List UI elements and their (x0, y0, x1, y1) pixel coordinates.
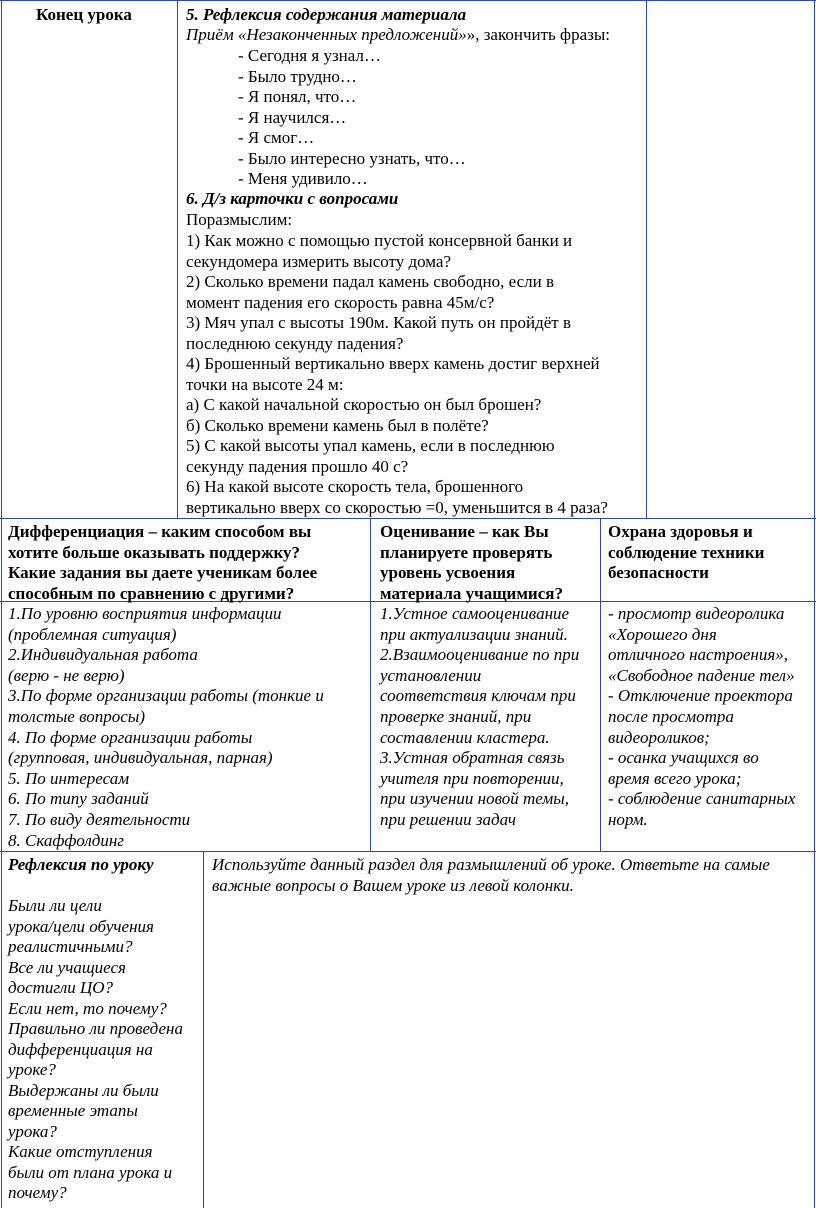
differentiation-item: (проблемная ситуация) (8, 624, 177, 644)
differentiation-item: 4. По форме организации работы (8, 727, 253, 747)
reflection-question: уроке? (8, 1060, 56, 1079)
header-line: хотите больше оказывать поддержку? (8, 542, 301, 562)
section-label-end: Конец урока (36, 5, 132, 24)
reflection-question: урока? (8, 1121, 57, 1141)
table-border-right (814, 0, 815, 1208)
reflection-lesson-title: Рефлексия по уроку (8, 855, 154, 874)
question-line: секундомера измерить высоту дома? (186, 251, 452, 271)
reflection-question: реалистичными? (8, 937, 133, 956)
health-item: - просмотр видеоролика (608, 604, 785, 623)
think-label: Поразмыслим: (186, 210, 293, 229)
assessment-item: проверке знаний, при (380, 707, 532, 726)
assessment-item: при изучении новой темы, (380, 789, 570, 809)
phrase-item: - Было интересно узнать, что… (238, 148, 466, 168)
reflection-question: дифференциация на (8, 1039, 153, 1059)
differentiation-item: 6. По типу заданий (8, 789, 149, 809)
health-item: - осанка учащихся во (608, 748, 759, 768)
table-border-top (0, 0, 816, 1)
reflection-question: Все ли учащиеся (8, 957, 126, 977)
header-line: Оценивание – как Вы (380, 522, 549, 541)
question-line: момент падения его скорость равна 45м/с? (186, 292, 495, 312)
assessment-item: составлении кластера. (380, 727, 550, 747)
assessment-item: при актуализации знаний. (380, 624, 568, 644)
question-line: б) Сколько времени камень был в полёте? (186, 415, 489, 435)
reflection-question: Правильно ли проведена (8, 1019, 183, 1038)
question-line: 6) На какой высоте скорость тела, брошенного (186, 477, 524, 496)
reflection-question: Если нет, то почему? (8, 998, 167, 1018)
phrase-item: - Я смог… (238, 128, 315, 147)
phrase-item: - Было трудно… (238, 66, 357, 86)
assessment-item: 1.Устное самооценивание (380, 604, 570, 623)
header-line: безопасности (608, 563, 709, 582)
reflection-title: 5. Рефлексия содержания материала (186, 5, 467, 24)
reflection-question: Были ли цели (8, 896, 102, 915)
assessment-item: при решении задач (380, 810, 516, 829)
question-line: а) С какой начальной скоростью он был брошен? (186, 395, 542, 414)
differentiation-item: 8. Скаффолдинг (8, 830, 124, 850)
reflection-question: были от плана урока и (8, 1162, 173, 1182)
question-line: секунду падения прошло 40 с? (186, 456, 409, 476)
reflection-question: Какие отступления (8, 1142, 153, 1161)
question-line: 1) Как можно с помощью пустой консервной банки и (186, 231, 573, 250)
reflection-question: урока/цели обучения (8, 916, 154, 936)
health-item: время всего урока; (608, 768, 742, 788)
header-line: Какие задания вы даете ученикам более (8, 563, 318, 582)
assessment-item: 3.Устная обратная связь (380, 748, 565, 768)
reflection-question: временные этапы (8, 1101, 138, 1120)
differentiation-item: (групповая, индивидуальная, парная) (8, 748, 273, 768)
question-line: 3) Мяч упал с высоты 190м. Какой путь он пройдёт в (186, 313, 571, 332)
phrase-item: - Я понял, что… (238, 87, 357, 106)
phrase-item: - Я научился… (238, 107, 347, 127)
health-item: «Свободное падение тел» (608, 665, 795, 685)
phrase-item: - Меня удивило… (238, 169, 368, 188)
question-line: точки на высоте 24 м: (186, 374, 344, 394)
health-item: после просмотра (608, 707, 734, 726)
differentiation-item: 3.По форме организации работы (тонкие и (8, 686, 324, 706)
health-item: видеороликов; (608, 727, 710, 747)
header-line: материала учащимися? (380, 583, 563, 603)
differentiation-item: (верю - не верю) (8, 665, 125, 685)
assessment-item: 2.Взаимооценивание по при (380, 645, 580, 665)
instruction-line: Используйте данный раздел для размышлений об уроке. Ответьте на самые (212, 855, 770, 874)
health-item: норм. (608, 810, 648, 829)
question-line: 5) С какой высоты упал камень, если в последнюю (186, 436, 555, 455)
assessment-item: учителя при повторении, (380, 768, 564, 788)
col-divider-3 (370, 518, 371, 852)
health-item: - Отключение проектора (608, 686, 793, 706)
question-line: 4) Брошенный вертикально вверх камень достиг верхней (186, 354, 600, 373)
col-divider-2 (646, 0, 647, 519)
col-divider-4 (600, 518, 601, 852)
reflection-question: достигли ЦО? (8, 978, 114, 997)
assessment-item: установлении (380, 665, 482, 685)
differentiation-item: 1.По уровню восприятия информации (8, 604, 282, 623)
question-line: вертикально вверх со скоростью =0, уменьшится в 4 раза? (186, 497, 608, 517)
header-line: способным по сравнению с другими? (8, 583, 295, 603)
technique-line (186, 25, 610, 46)
technique-name: Приём «Незаконченных предложений» (186, 25, 467, 44)
question-line: последнюю секунду падения? (186, 333, 404, 353)
assessment-item: соответствия ключам при (380, 686, 576, 706)
phrase-item: - Сегодня я узнал… (238, 46, 381, 65)
health-item: - соблюдение санитарных (608, 789, 796, 809)
header-line: уровень усвоения (380, 563, 516, 582)
table-border-left (1, 0, 2, 1208)
question-line: 2) Сколько времени падал камень свободно, если в (186, 272, 555, 291)
differentiation-item: 7. По виду деятельности (8, 810, 191, 829)
col-divider-5 (203, 851, 204, 1208)
header-line: соблюдение техники (608, 542, 765, 562)
header-line: Дифференциация – каким способом вы (8, 522, 312, 541)
technique-rest: », закончить фразы: (466, 25, 610, 44)
homework-title: 6. Д/з карточки с вопросами (186, 189, 399, 208)
reflection-question: почему? (8, 1183, 67, 1202)
row-divider-1 (0, 518, 816, 519)
differentiation-item: толстые вопросы) (8, 707, 145, 726)
row-divider-3 (0, 851, 816, 852)
col-divider-1 (177, 0, 178, 519)
differentiation-item: 2.Индивидуальная работа (8, 645, 198, 665)
header-line: планируете проверять (380, 542, 553, 562)
header-line: Охрана здоровья и (608, 522, 753, 541)
health-item: «Хорошего дня (608, 624, 717, 644)
reflection-question: Выдержаны ли были (8, 1080, 159, 1100)
differentiation-item: 5. По интересам (8, 768, 130, 788)
health-item: отличного настроения», (608, 645, 789, 665)
instruction-line: важные вопросы о Вашем уроке из левой колонки. (212, 875, 574, 895)
